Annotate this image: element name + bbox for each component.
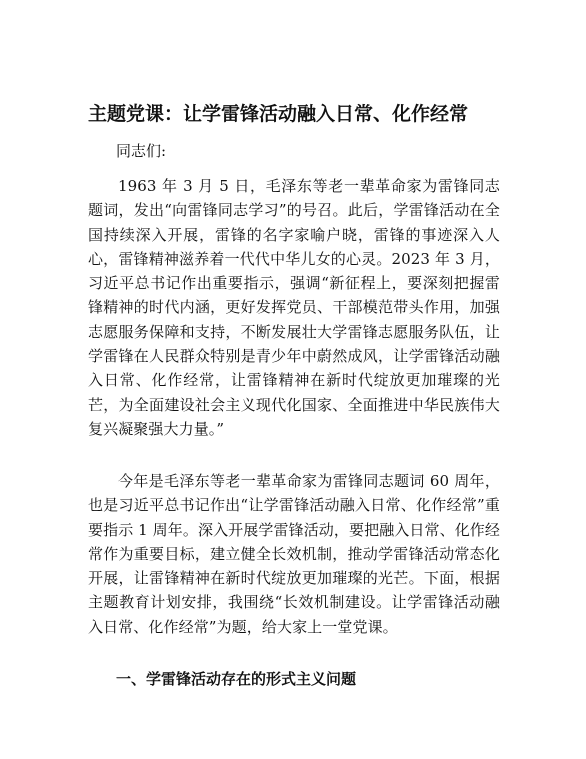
paragraph-2: 今年是毛泽东等老一辈革命家为雷锋同志题词 60 周年，也是习近平总书记作出“让学雷锋活动融入日常、化作经常”重要指示 1 周年。深入开展学雷锋活动，要把融入日常、化作经常作为重要目标，建立健全长效机制，推动学雷锋活动常态化开展，让雷锋精神在新时代绽放更加璀璨的光芒。下面，根据主题教育计划安排，我围绕“长效机制建设。让学雷锋活动融入日常、化作经常”为题，给大家上一堂党课。 <box>88 472 500 636</box>
section-heading: 一、学雷锋活动存在的形式主义问题 <box>116 670 357 688</box>
salutation: 同志们: <box>116 142 167 160</box>
paragraph-1: 1963 年 3 月 5 日，毛泽东等老一辈革命家为雷锋同志题词，发出“向雷锋同志学习”的号召。此后，学雷锋活动在全国持续深入开展，雷锋的名字家喻户晓，雷锋的事迹深入人心，雷锋精神滋养着一代代中华儿女的心灵。2023 年 3 月，习近平总书记作出重要指示，强调“新征程上，要深刻把握雷锋精神的时代内涵，更好发挥党员、干部模范带头作用，加强志愿服务保障和支持，不断发展壮大学雷锋志愿服务队伍，让学雷锋在人民群众特别是青少年中蔚然成风，让学雷锋活动融入日常、化作经常，让雷锋精神在新时代绽放更加璀璨的光芒，为全面建设社会主义现代化国家、全面推进中华民族伟大复兴凝聚强大力量。” <box>88 177 500 438</box>
document-title: 主题党课：让学雷锋活动融入日常、化作经常 <box>88 103 469 125</box>
